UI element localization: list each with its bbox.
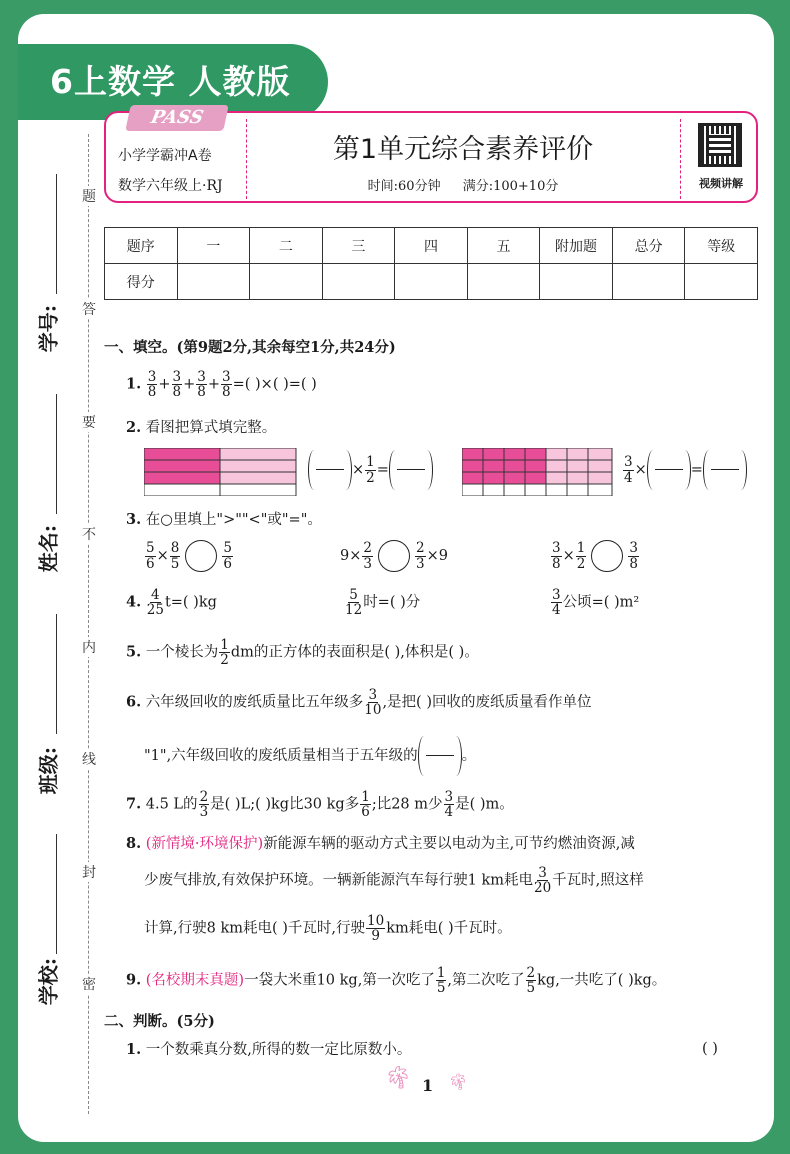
answer-blanks[interactable]: 是( )L;( )kg比30 kg多: [210, 796, 360, 813]
qr-caption: 视频讲解: [699, 177, 743, 190]
score-table: [104, 227, 758, 300]
question-4: 4. $\frac{4}{25}$ t=( )kg: [126, 587, 217, 619]
table-row: [105, 264, 758, 300]
blank-fraction[interactable]: [703, 450, 747, 490]
question-number: 9.: [126, 971, 142, 989]
fraction: $\frac{3}{8}$: [197, 369, 206, 401]
class-label: 班级:: [36, 746, 61, 795]
question-6-line2: "1",六年级回收的废纸质量相当于五年级的 。: [144, 736, 476, 776]
fraction: $\frac{3}{8}$: [172, 369, 182, 401]
test-info: [246, 175, 680, 194]
q2-right-equation: $\frac{3}{4}$ × =: [622, 450, 747, 490]
test-header: [104, 107, 758, 203]
question-6: 6. 六年级回收的废纸质量比五年级多 $\frac{3}{10}$ ,是把( )回收的废纸质量看作单位: [126, 687, 592, 719]
question-number: 4.: [126, 593, 142, 611]
question-number: 2.: [126, 419, 142, 436]
test-title: 第1单元综合素养评价: [332, 134, 594, 165]
question-text: 看图把算式填完整。: [145, 420, 277, 436]
q4-part-c: $\frac{3}{4}$ 公顷=( )m²: [552, 587, 640, 619]
name-label: 姓名:: [36, 524, 61, 573]
answer-blank[interactable]: ,是把( )回收的废纸质量看作单位: [382, 694, 592, 711]
seal-dashed-line: [88, 134, 89, 1114]
q3-compare-a: $\frac{5}{6}$ × $\frac{8}{5}$ $\frac{5}{6}$: [146, 540, 232, 572]
score-input-cell[interactable]: [250, 264, 323, 300]
compare-circle[interactable]: [591, 540, 623, 572]
seal-char: 内: [78, 637, 100, 657]
score-input-cell[interactable]: [322, 264, 395, 300]
compare-circle[interactable]: [378, 540, 410, 572]
seal-char: 密: [78, 974, 100, 994]
seal-char: 题: [78, 186, 100, 206]
section-title: 二、判断。(5分): [104, 1013, 215, 1030]
fraction-grid-left: [144, 448, 304, 496]
palm-tree-icon: 🌴︎: [448, 1072, 469, 1091]
answer-blank[interactable]: 公顷=( )m²: [562, 594, 640, 611]
q3-compare-c: $\frac{3}{8}$ × $\frac{1}{2}$ $\frac{3}{8}$: [552, 540, 638, 572]
table-cell: 总分: [612, 228, 685, 264]
question-tag: (名校期末真题): [145, 972, 245, 989]
fraction: $\frac{3}{8}$: [147, 369, 157, 401]
blank-fraction[interactable]: [418, 736, 462, 776]
question-5: 5. 一个棱长为 $\frac{1}{2}$ dm的正方体的表面积是( ),体积是( )。: [126, 637, 479, 669]
full-score: 满分:100+10分: [462, 179, 559, 194]
student-info-sidebar: [18, 134, 108, 1134]
q4-part-b: $\frac{5}{12}$ 时=( )分: [345, 587, 421, 619]
seal-char: 答: [78, 299, 100, 319]
score-input-cell[interactable]: [395, 264, 468, 300]
answer-blanks[interactable]: =( )×( )=( ): [232, 376, 317, 393]
question-3: [126, 510, 322, 531]
fraction-grid-right: [462, 448, 622, 496]
judge-question-1: 1. 一个数乘真分数,所得的数一定比原数小。: [126, 1041, 412, 1058]
blank-fraction[interactable]: [647, 450, 691, 490]
blank-fraction[interactable]: [389, 450, 433, 490]
question-number: 8.: [126, 835, 142, 852]
student-id-label: 学号:: [36, 304, 61, 353]
question-text: 在○里填上">""<"或"="。: [145, 512, 322, 528]
fraction: $\frac{3}{4}$: [624, 454, 633, 486]
question-8-line2: 少废气排放,有效保护环境。一辆新能源汽车每行驶1 km耗电 $\frac{3}{20}$ 千瓦时,照这样: [144, 865, 644, 897]
score-input-cell[interactable]: [540, 264, 613, 300]
fraction: $\frac{3}{8}$: [222, 369, 231, 401]
table-row: [105, 228, 758, 264]
compare-circle[interactable]: [185, 540, 217, 572]
blank-fraction[interactable]: [308, 450, 352, 490]
seal-char: 要: [78, 412, 100, 432]
answer-blanks[interactable]: dm的正方体的表面积是( ),体积是( )。: [230, 644, 479, 661]
question-number: 1.: [126, 375, 142, 393]
question-8-line3: 计算,行驶8 km耗电( )千瓦时,行驶 $\frac{10}{9}$ km耗电( )千瓦时。: [144, 913, 512, 945]
answer-blank[interactable]: 时=( )分: [363, 594, 421, 611]
question-number: 1.: [126, 1041, 142, 1058]
question-number: 3.: [126, 511, 142, 528]
school-label: 学校:: [36, 957, 61, 1006]
question-number: 7.: [126, 795, 142, 813]
time-limit: 时间:60分钟: [367, 179, 441, 194]
seal-char: 线: [78, 749, 100, 769]
seal-char: 不: [78, 524, 100, 544]
table-cell: 等级: [685, 228, 758, 264]
answer-blank[interactable]: 计算,行驶8 km耗电( )千瓦时,行驶: [144, 920, 366, 937]
score-input-cell[interactable]: [177, 264, 250, 300]
answer-blank[interactable]: 是( )m。: [455, 796, 514, 813]
table-cell: 附加题: [540, 228, 613, 264]
header-divider: [680, 119, 681, 199]
student-id-line[interactable]: [56, 174, 57, 294]
seal-char: 封: [78, 862, 100, 882]
fraction: $\frac{1}{2}$: [366, 454, 375, 486]
question-9: 9. (名校期末真题)一袋大米重10 kg,第一次吃了 $\frac{1}{5}$ ,第二次吃了 $\frac{2}{5}$ kg,一共吃了( )kg。: [126, 965, 667, 997]
judge-answer-blank[interactable]: ( ): [702, 1041, 718, 1057]
score-input-cell[interactable]: [467, 264, 540, 300]
answer-blank[interactable]: kg,一共吃了( )kg。: [537, 972, 667, 989]
table-cell: 五: [467, 228, 540, 264]
question-2: [126, 418, 276, 439]
grade-name: 数学六年级上·RJ: [118, 178, 223, 194]
qr-code-icon[interactable]: [698, 123, 742, 167]
table-cell: 四: [395, 228, 468, 264]
question-1: 1. $\frac{3}{8}$ + $\frac{3}{8}$ + $\frac{3}{8}$ + $\frac{3}{8}$ =( )×( )=( ): [126, 369, 317, 401]
table-cell: 二: [250, 228, 323, 264]
name-line[interactable]: [56, 394, 57, 514]
pass-logo: PASS: [125, 105, 229, 131]
answer-blank[interactable]: km耗电( )千瓦时。: [386, 920, 512, 937]
class-line[interactable]: [56, 614, 57, 734]
page-number: 1: [422, 1076, 434, 1095]
score-input-cell[interactable]: [685, 264, 758, 300]
section-title: 一、填空。(第9题2分,其余每空1分,共24分): [104, 339, 396, 356]
table-cell: 题序: [105, 228, 178, 264]
table-cell: 一: [177, 228, 250, 264]
question-7: 7. 4.5 L的 $\frac{2}{3}$ 是( )L;( )kg比30 kg多 $\frac{1}{6}$ ;比28 m少 $\frac{3}{4}$ 是( )m。: [126, 789, 514, 821]
question-8: 8. (新情境·环境保护)新能源车辆的驱动方式主要以电动为主,可节约燃油资源,减: [126, 835, 635, 852]
q3-compare-b: 9× $\frac{2}{3}$ $\frac{2}{3}$ ×9: [340, 540, 448, 572]
question-tag: (新情境·环境保护): [145, 836, 264, 852]
worksheet-page: [18, 14, 774, 1142]
answer-blank[interactable]: t=( )kg: [164, 594, 217, 611]
score-input-cell[interactable]: [612, 264, 685, 300]
table-cell: 三: [322, 228, 395, 264]
table-cell: 得分: [105, 264, 178, 300]
school-line[interactable]: [56, 834, 57, 954]
grade-banner: 6上数学 人教版: [18, 44, 328, 120]
q2-left-equation: × $\frac{1}{2}$ =: [308, 450, 433, 490]
palm-tree-icon: 🌴︎: [384, 1066, 412, 1091]
series-name: 小学学霸冲A卷: [118, 148, 212, 164]
question-number: 5.: [126, 643, 142, 661]
question-number: 6.: [126, 693, 142, 711]
